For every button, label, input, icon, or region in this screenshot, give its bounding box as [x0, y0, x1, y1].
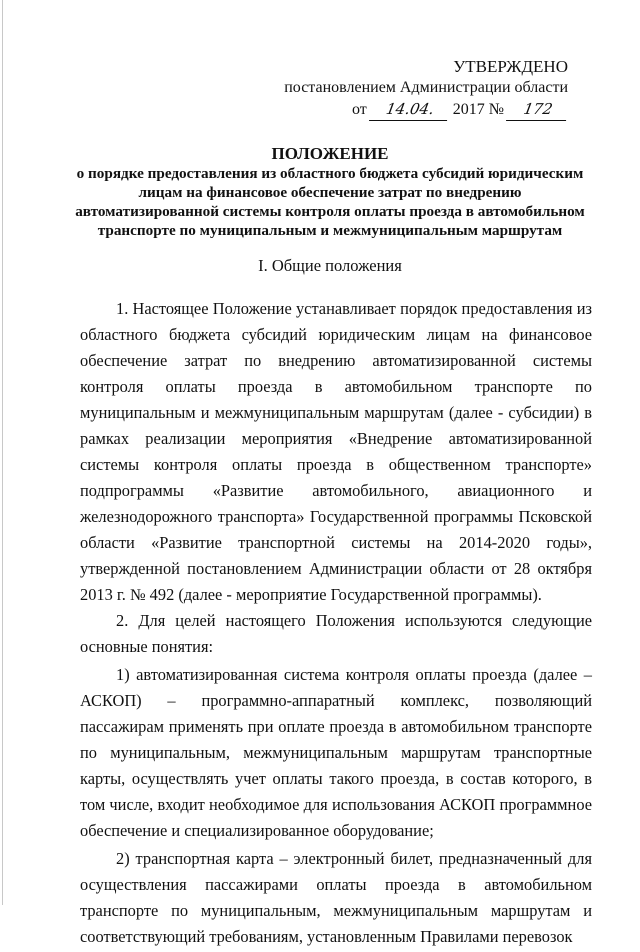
approval-from-label: от	[351, 101, 367, 118]
scan-edge-line	[2, 0, 3, 905]
approval-title: УТВЕРЖДЕНО	[453, 57, 568, 76]
approval-year-label: 2017 №	[452, 101, 504, 118]
section-title: I. Общие положения	[258, 256, 402, 275]
approval-authority: постановлением Администрации области	[284, 79, 568, 96]
document-body	[80, 296, 592, 952]
document-subtitle: о порядке предоставления из областного бюджета субсидий юридическим лицам на финансовое обеспечение затрат по внедрению автоматизированной системы контроля оплаты проезда в автомобильном транспорте по муниципальным и межмуниципальным маршрутам	[75, 165, 585, 239]
approval-stamp	[284, 56, 568, 121]
approval-date-handwritten: 14.04.	[369, 98, 451, 121]
paragraph-2: 2. Для целей настоящего Положения используются следующие основные понятия:	[80, 611, 592, 656]
paragraph-3: 1) автоматизированная система контроля оплаты проезда (далее – АСКОП) – программно-аппаратный комплекс, позволяющий пассажирам применять при оплате проезда в автомобильном транспорте по муниципальным, межмуниципальным маршрутам транспортные карты, осуществлять учет оплаты такого проезда, в состав которого, в том числе, входит необходимое для использования АСКОП программное обеспечение и специализированное оборудование;	[80, 665, 592, 840]
document-title: ПОЛОЖЕНИЕ	[271, 144, 389, 163]
paragraph-4: 2) транспортная карта – электронный билет, предназначенный для осуществления пассажирами оплаты проезда в автомобильном транспорте по муниципальным, межмуниципальным маршрутам и соответствующий требованиям, установленным Правилами перевозок	[80, 849, 592, 946]
approval-number-handwritten: 172	[506, 98, 570, 121]
paragraph-1: 1. Настоящее Положение устанавливает порядок предоставления из областного бюджета субсидий юридическим лицам на финансовое обеспечение затрат по внедрению автоматизированной системы контроля оплаты проезда в автомобильном транспорте по муниципальным и межмуниципальным маршрутам (далее - субсидии) в рамках реализации мероприятия «Внедрение автоматизированной системы контроля оплаты проезда в общественном транспорте» подпрограммы «Развитие автомобильного, авиационного и железнодорожного транспорта» Государственной программы Псковской области «Развитие транспортной системы на 2014-2020 годы», утвержденной постановлением Администрации области от 28 октября 2013 г. № 492 (далее - мероприятие Государственной программы).	[80, 299, 592, 604]
approval-date-line	[284, 98, 568, 121]
document-heading	[70, 143, 590, 240]
